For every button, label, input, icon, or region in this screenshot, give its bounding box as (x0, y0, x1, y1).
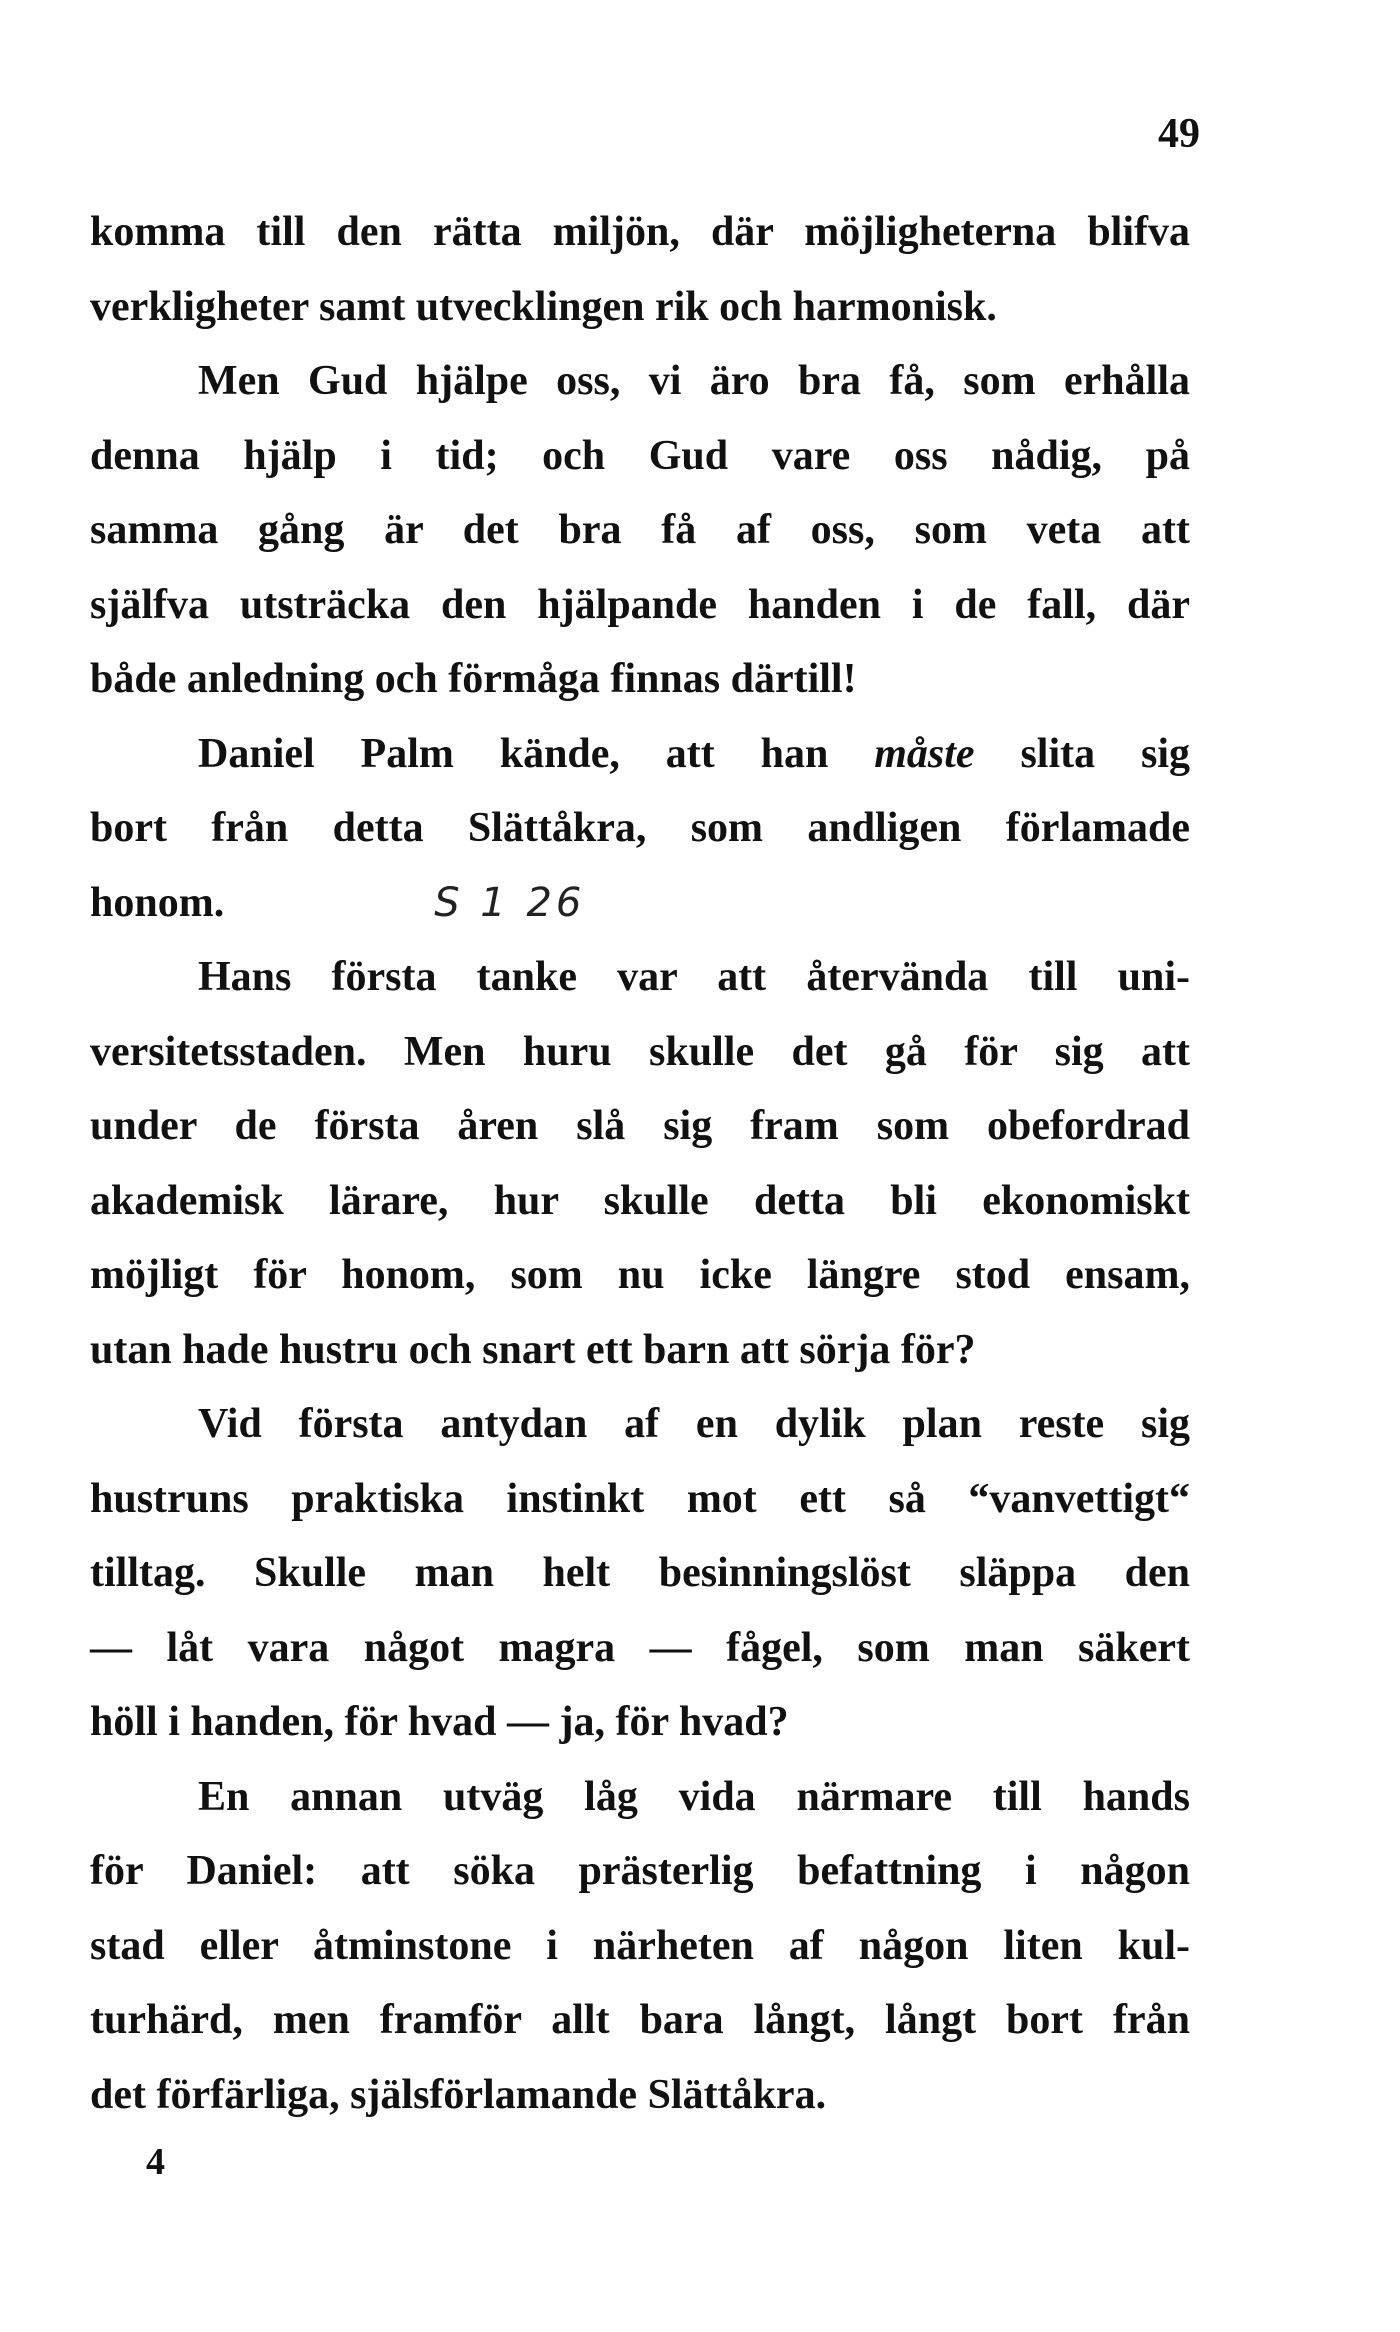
text-line: bort från detta Slättåkra, som andligen förlamade (90, 805, 1190, 851)
emphasis-word: måste (874, 730, 975, 777)
text-segment: Daniel Palm kände, att han (198, 730, 829, 777)
text-line-daniel (90, 717, 1190, 792)
text-line: för Daniel: att söka prästerlig befattning i någon (90, 1848, 1190, 1894)
signature-mark: 4 (146, 2141, 165, 2183)
text-line: En annan utväg låg vida närmare till hands (198, 1773, 1190, 1820)
text-line-honom (90, 866, 1190, 941)
text-line: Vid första antydan af en dylik plan reste sig (198, 1401, 1190, 1447)
text-line: versitetsstaden. Men huru skulle det gå för sig att (90, 1028, 1190, 1075)
text-line: höll i handen, för hvad — ja, för hvad? (90, 1699, 789, 1745)
text-line: akademisk lärare, hur skulle detta bli ekonomiskt (90, 1177, 1190, 1224)
text-line: möjligt för honom, som nu icke längre stod ensam, (90, 1252, 1190, 1298)
text-line: utan hade hustru och snart ett barn att sörja för? (90, 1326, 976, 1373)
text-line: verkligheter samt utvecklingen rik och harmonisk. (90, 283, 997, 330)
text-line: samma gång är det bra få af oss, som veta att (90, 507, 1190, 553)
text-line: Hans första tanke var att återvända till uni- (198, 954, 1190, 1000)
handwritten-annotation: S 1 26 (434, 879, 586, 926)
text-line: komma till den rätta miljön, där möjligheterna blifva (90, 209, 1190, 255)
page-number: 49 (1158, 111, 1200, 157)
text-segment: honom. (90, 879, 225, 926)
text-line: både anledning och förmåga finnas därtill! (90, 656, 857, 702)
text-line: denna hjälp i tid; och Gud vare oss nådig, på (90, 432, 1190, 479)
text-segment: slita sig (1020, 730, 1191, 777)
text-line: stad eller åtminstone i närheten af någon liten kul- (90, 1922, 1190, 1969)
text-line: turhärd, men framför allt bara långt, långt bort från (90, 1997, 1190, 2043)
text-line: tilltag. Skulle man helt besinningslöst släppa den (90, 1550, 1190, 1596)
text-line: under de första åren slå sig fram som obefordrad (90, 1103, 1190, 1149)
text-line: själfva utsträcka den hjälpande handen i de fall, där (90, 581, 1190, 628)
text-line: Men Gud hjälpe oss, vi äro bra få, som erhålla (198, 358, 1190, 404)
text-line: — låt vara något magra — fågel, som man säkert (90, 1624, 1190, 1671)
text-line: hustruns praktiska instinkt mot ett så “vanvettigt“ (90, 1475, 1190, 1522)
text-line: det förfärliga, själsförlamande Slättåkra. (90, 2071, 827, 2118)
body-text (90, 195, 1190, 2132)
